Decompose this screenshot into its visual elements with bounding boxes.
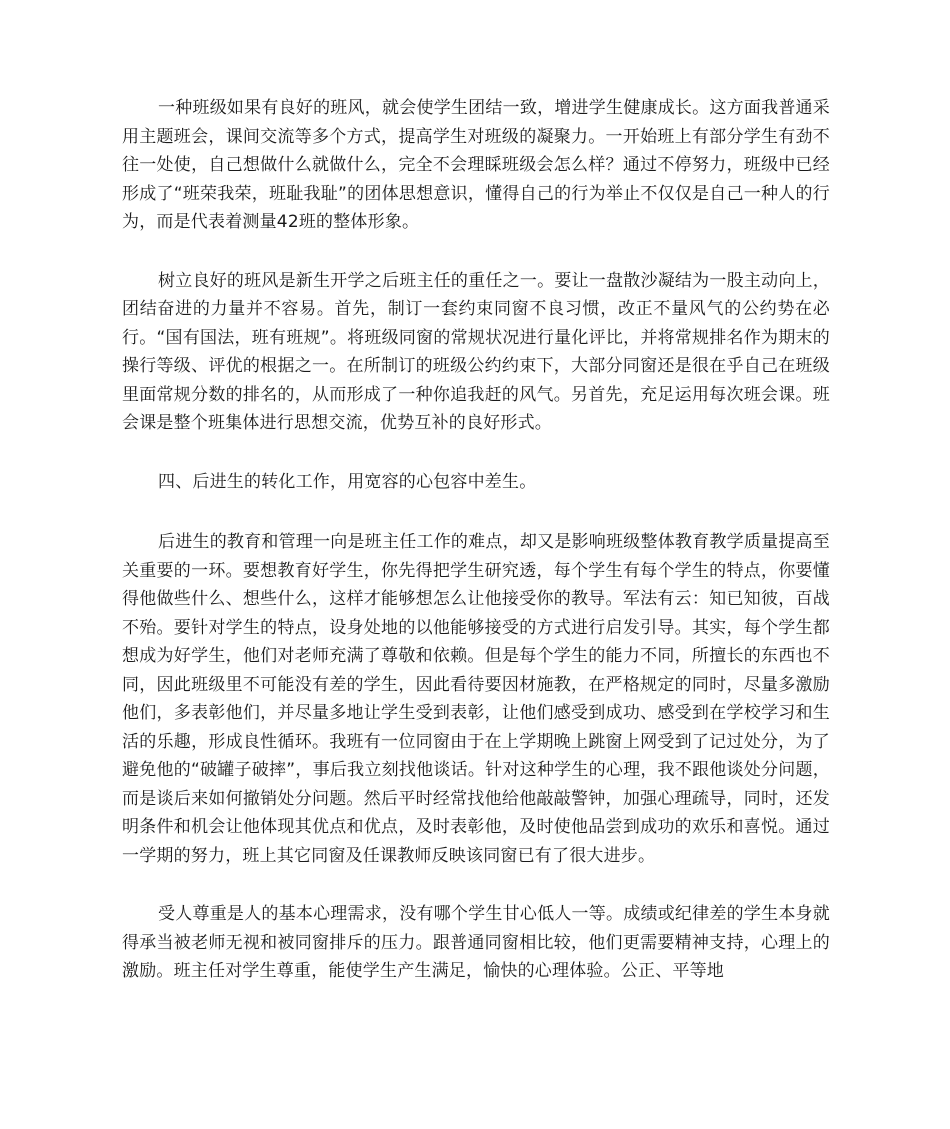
paragraph-class-spirit: 一种班级如果有良好的班风，就会使学生团结一致，增进学生健康成长。这方面我普通采用主题班会，课间交流等多个方式，提高学生对班级的凝聚力。一开始班上有部分学生有劲不往一处使，自己想做什么就做什么，完全不会理睬班级会怎么样？通过不停努力，班级中已经形成了“班荣我荣，班耻我耻”的团体思想意识，懂得自己的行为举止不仅仅是自己一种人的行为，而是代表着测量42班的整体形象。 [122, 98, 830, 232]
paragraph-respect: 受人尊重是人的基本心理需求，没有哪个学生甘心低人一等。成绩或纪律差的学生本身就得承当被老师无视和被同窗排斥的压力。跟普通同窗相比较，他们更需要精神支持，心理上的激励。班主任对学生尊重，能使学生产生满足，愉快的心理体验。公正、平等地 [122, 904, 830, 981]
section-heading-4: 四、后进生的转化工作，用宽容的心包容中差生。 [158, 471, 537, 492]
paragraph-struggling-students: 后进生的教育和管理一向是班主任工作的难点，却又是影响班级整体教育教学质量提高至关重要的一环。要想教育好学生，你先得把学生研究透，每个学生有每个学生的特点，你要懂得他做些什么、想些什么，这样才能够想怎么让他接受你的教导。军法有云：知已知彼，百战不殆。要针对学生的特点，设身处地的以他能够接受的方式进行启发引导。其实，每个学生都想成为好学生，他们对老师充满了尊敬和依赖。但是每个学生的能力不同，所擅长的东西也不同，因此班级里不可能没有差的学生，因此看待要因材施教，在严格规定的同时，尽量多激励他们，多表彰他们，并尽量多地让学生受到表彰，让他们感受到成功、感受到在学校学习和生活的乐趣，形成良性循环。我班有一位同窗由于在上学期晚上跳窗上网受到了记过处分，为了避免他的“破罐子破摔”，事后我立刻找他谈话。针对这种学生的心理，我不跟他谈处分问题，而是谈后来如何撤销处分问题。然后平时经常找他给他敲敲警钟，加强心理疏导，同时，还发明条件和机会让他体现其优点和优点，及时表彰他，及时使他品尝到成功的欢乐和喜悦。通过一学期的努力，班上其它同窗及任课教师反映该同窗已有了很大进步。 [122, 532, 830, 866]
document-page [122, 94, 830, 1016]
paragraph-class-rules: 树立良好的班风是新生开学之后班主任的重任之一。要让一盘散沙凝结为一股主动向上，团结奋进的力量并不容易。首先，制订一套约束同窗不良习惯，改正不量风气的公约势在必行。“国有国法，班有班规”。将班级同窗的常规状况进行量化评比，并将常规排名作为期末的操行等级、评优的根据之一。在所制订的班级公约约束下，大部分同窗还是很在乎自己在班级里面常规分数的排名的，从而形成了一种你追我赶的风气。另首先，充足运用每次班会课。班会课是整个班集体进行思想交流，优势互补的良好形式。 [122, 270, 830, 433]
